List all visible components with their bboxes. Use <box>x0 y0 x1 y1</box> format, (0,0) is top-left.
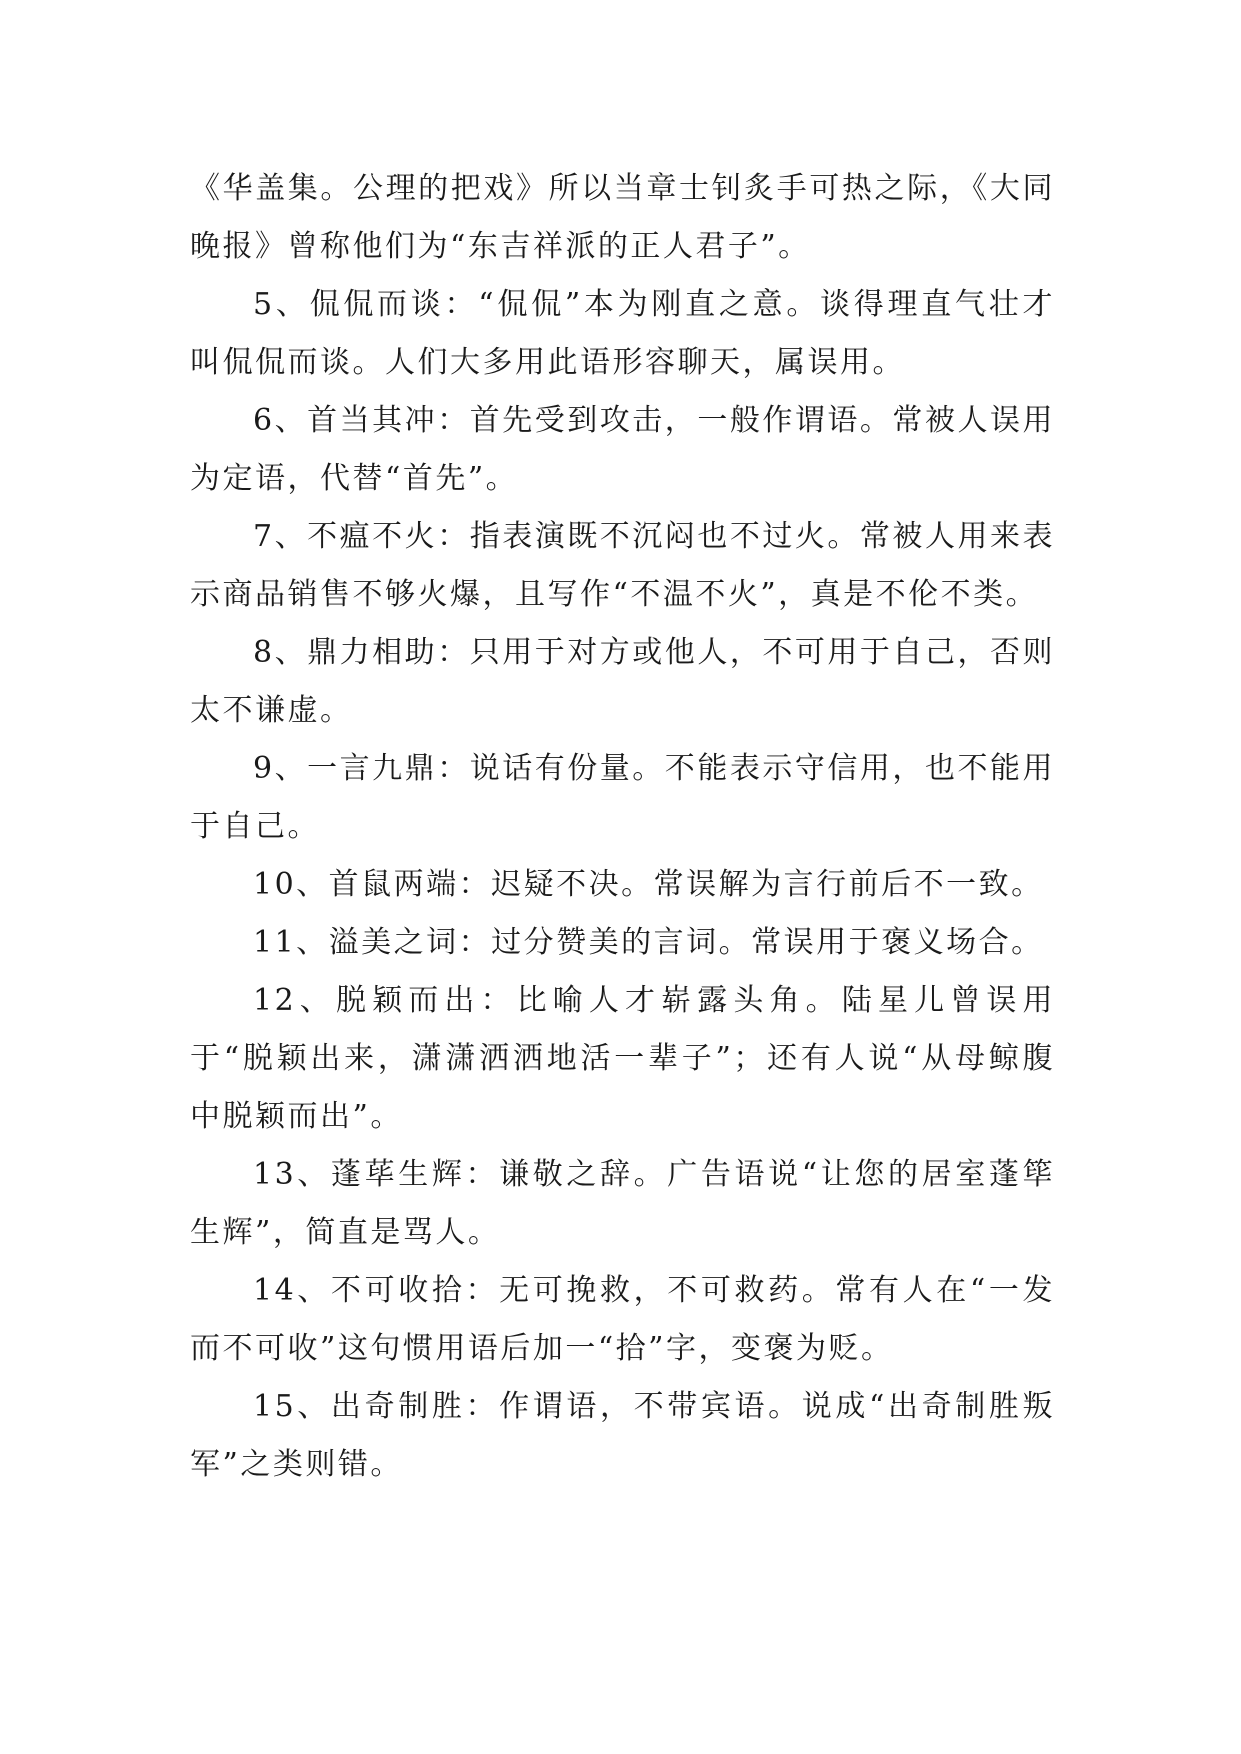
paragraph-item-10: 10、首鼠两端：迟疑不决。常误解为言行前后不一致。 <box>253 867 1044 902</box>
paragraph-item-6: 6、首当其冲：首先受到攻击，一般作谓语。常被人误用为定语，代替“首先”。 <box>190 403 1055 496</box>
paragraph-item-8: 8、鼎力相助：只用于对方或他人，不可用于自己，否则太不谦虚。 <box>190 635 1055 728</box>
paragraph-item-11: 11、溢美之词：过分赞美的言词。常误用于褒义场合。 <box>253 925 1044 960</box>
body-text <box>190 160 1055 1494</box>
paragraph-item-14: 14、不可收拾：无可挽救，不可救药。常有人在“一发而不可收”这句惯用语后加一“拾”字，变褒为贬。 <box>190 1273 1055 1366</box>
paragraph-item-12: 12、脱颖而出：比喻人才崭露头角。陆星儿曾误用于“脱颖出来，潇潇洒洒地活一辈子”；还有人说“从母鲸腹中脱颖而出”。 <box>190 983 1055 1134</box>
paragraph-item-15: 15、出奇制胜：作谓语，不带宾语。说成“出奇制胜叛军”之类则错。 <box>190 1389 1055 1482</box>
paragraph-continuation: 《华盖集。公理的把戏》所以当章士钊炙手可热之际，《大同晚报》曾称他们为“东吉祥派的正人君子”。 <box>190 171 1055 264</box>
paragraph-item-5: 5、侃侃而谈：“侃侃”本为刚直之意。谈得理直气壮才叫侃侃而谈。人们大多用此语形容聊天，属误用。 <box>190 287 1055 380</box>
paragraph-item-7: 7、不瘟不火：指表演既不沉闷也不过火。常被人用来表示商品销售不够火爆，且写作“不温不火”，真是不伦不类。 <box>190 519 1055 612</box>
paragraph-item-13: 13、蓬荜生辉：谦敬之辞。广告语说“让您的居室蓬筚生辉”，简直是骂人。 <box>190 1157 1055 1250</box>
paragraph-item-9: 9、一言九鼎：说话有份量。不能表示守信用，也不能用于自己。 <box>190 751 1055 844</box>
